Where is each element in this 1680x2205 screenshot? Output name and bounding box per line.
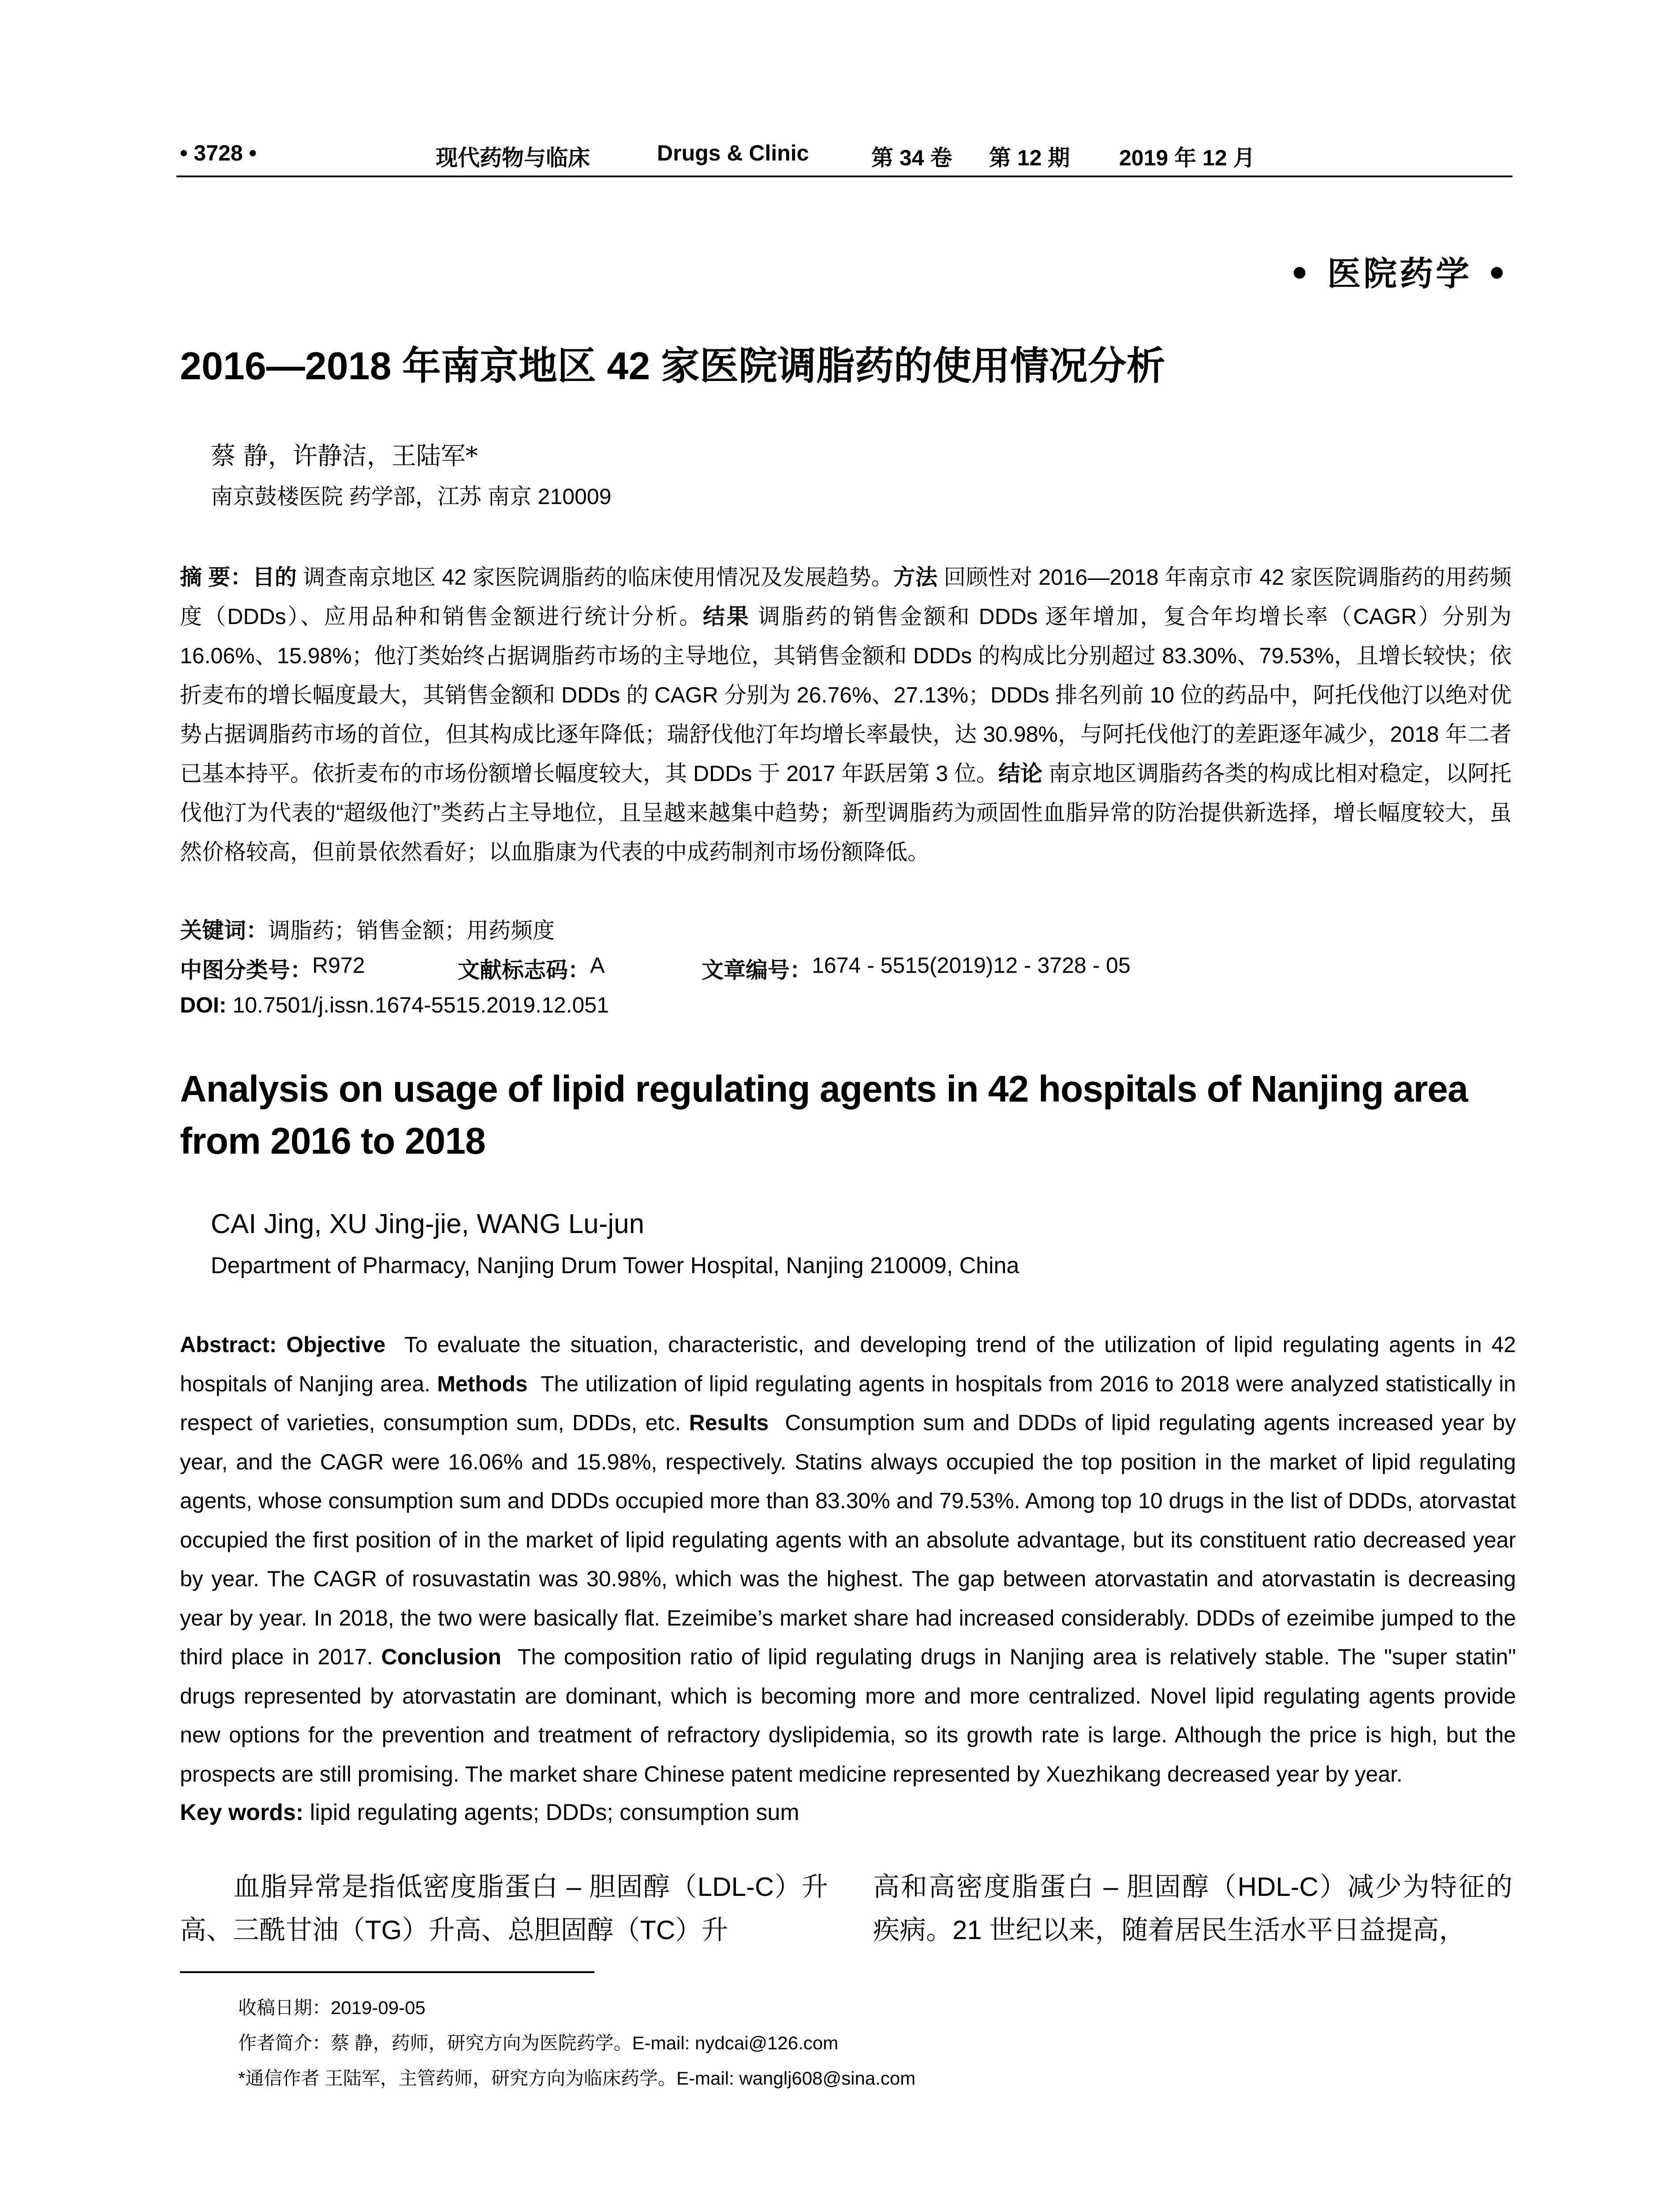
methods-label-en: Methods xyxy=(437,1371,528,1396)
keywords-label-cn: 关键词： xyxy=(180,918,268,943)
abstract-label-cn: 摘 要： xyxy=(180,565,253,590)
page-number: • 3728 • xyxy=(180,141,257,165)
title-en: Analysis on usage of lipid regulating agents in 42 hospitals of Nanjing area from 2016 to 2018 xyxy=(180,1068,1468,1162)
methods-text-en: The utilization of lipid regulating agents in hospitals from 2016 to 2018 were analyzed statistically in respect of varieties, consumption sum, DDDs, etc. xyxy=(180,1371,1516,1435)
objective-label-cn: 目的 xyxy=(252,565,297,590)
conclusion-label-en: Conclusion xyxy=(381,1644,501,1669)
affiliation-cn: 南京鼓楼医院 药学部，江苏 南京 210009 xyxy=(211,484,612,509)
journal-name-en: Drugs & Clinic xyxy=(657,141,809,165)
body-column-left xyxy=(180,1865,828,1952)
clc-label: 中图分类号： xyxy=(180,958,312,983)
keywords-text-en: lipid regulating agents; DDDs; consumption sum xyxy=(303,1800,799,1825)
issue: 第 12 期 xyxy=(989,146,1070,170)
doc-code-label: 文献标志码： xyxy=(458,958,590,983)
conclusion-text-cn: 南京地区调脂药各类的构成比相对稳定，以阿托伐他汀为代表的“超级他汀”类药占主导地位，且呈越来越集中趋势；新型调脂药为顽固性血脂异常的防治提供新选择，增长幅度较大，虽然价格较高，但前景依然看好；以血脂康为代表的中成药制剂市场份额降低。 xyxy=(180,761,1512,864)
keywords-label-en: Key words: xyxy=(180,1800,304,1825)
objective-text-cn: 调查南京地区 42 家医院调脂药的临床使用情况及发展趋势。 xyxy=(303,565,893,590)
methods-text-cn: 回顾性对 2016—2018 年南京市 42 家医院调脂药的用药频度（DDDs）、应用品种和销售金额进行统计分析。 xyxy=(180,565,1512,629)
authors-en: CAI Jing, XU Jing-jie, WANG Lu-jun xyxy=(211,1209,645,1239)
keywords-en xyxy=(180,1799,799,1826)
clc-value: R972 xyxy=(312,953,365,978)
results-label-cn: 结果 xyxy=(702,604,750,629)
journal-name-cn: 现代药物与临床 xyxy=(436,145,590,171)
article-no-value: 1674 - 5515(2019)12 - 3728 - 05 xyxy=(812,953,1131,978)
methods-label-cn: 方法 xyxy=(893,565,938,590)
objective-label-en: Objective xyxy=(286,1332,386,1357)
conclusion-text-en: The composition ratio of lipid regulating drugs in Nanjing area is relatively stable. The "super statin" drugs represented by atorvastatin are dominant, which is becoming more and more centralized. Novel lipid regulating agents provide new options for the prevention and treatment of refractory dyslipidemia, so its growth rate is large. Although the price is high, but the prospects are still promising. The market share Chinese patent medicine represented by Xuezhikang decreased year by year. xyxy=(180,1644,1516,1786)
body-text-left: 血脂异常是指低密度脂蛋白 – 胆固醇（LDL-C）升高、三酰甘油（TG）升高、总胆固醇（TC）升 xyxy=(180,1872,828,1945)
objective-text-en: To evaluate the situation, characteristic, and developing trend of the utilization of lipid regulating agents in 42 hospitals of Nanjing area. xyxy=(180,1332,1516,1396)
results-text-cn: 调脂药的销售金额和 DDDs 逐年增加，复合年均增长率（CAGR）分别为 16.06%、15.98%；他汀类始终占据调脂药市场的主导地位，其销售金额和 DDDs 的构成比分别超过 83.30%、79.53%，且增长较快；依折麦布的增长幅度最大，其销售金额和 DDDs 的 CAGR 分别为 26.76%、27.13%；DDDs 排名列前 10 位的药品中，阿托伐他汀以绝对优势占据调脂药市场的首位，但其构成比逐年降低；瑞舒伐他汀年均增长率最快，达 30.98%，与阿托伐他汀的差距逐年减少，2018 年二者已基本持平。依折麦布的市场份额增长幅度较大，其 DDDs 于 2017 年跃居第 3 位。 xyxy=(180,604,1512,786)
keywords-cn xyxy=(180,913,555,945)
footnote-corresponding: *通信作者 王陆军，主管药师，研究方向为临床药学。E-mail: wanglj608@sina.com xyxy=(238,2068,916,2089)
doi-value: 10.7501/j.issn.1674-5515.2019.12.051 xyxy=(226,993,609,1017)
body-column-right xyxy=(873,1865,1512,1952)
affiliation-en: Department of Pharmacy, Nanjing Drum Tower Hospital, Nanjing 210009, China xyxy=(211,1253,1019,1278)
doi-label: DOI: xyxy=(180,993,227,1017)
keywords-text-cn: 调脂药；销售金额；用药频度 xyxy=(268,918,555,943)
running-header xyxy=(180,140,1512,176)
abstract-label-en: Abstract: xyxy=(180,1332,277,1357)
footnote-received: 收稿日期：2019-09-05 xyxy=(238,1997,426,2018)
authors-cn: 蔡 静，许静洁，王陆军* xyxy=(211,442,478,471)
abstract-en xyxy=(180,1325,1516,1794)
doi-line xyxy=(180,992,609,1018)
footnote-rule xyxy=(180,1971,594,1973)
volume: 第 34 卷 xyxy=(871,146,952,170)
conclusion-label-cn: 结论 xyxy=(998,761,1042,786)
title-cn: 2016—2018 年南京地区 42 家医院调脂药的使用情况分析 xyxy=(180,344,1165,388)
results-text-en: Consumption sum and DDDs of lipid regulating agents increased year by year, and the CAGR were 16.06% and 15.98%, respectively. Statins always occupied the top position in the market of lipid regulating agents, whose consumption sum and DDDs occupied more than 83.30% and 79.53%. Among top 10 drugs in the list of DDDs, atorvastat occupied the first position of in the market of lipid regulating agents with an absolute advantage, but its constituent ratio decreased year by year. The CAGR of rosuvastatin was 30.98%, which was the highest. The gap between atorvastatin and atorvastatin is decreasing year by year. In 2018, the two were basically flat. Ezeimibe’s market share had increased considerably. DDDs of ezeimibe jumped to the third place in 2017. xyxy=(180,1410,1516,1669)
issue-date: 2019 年 12 月 xyxy=(1119,146,1255,170)
section-label: • 医院药学 • xyxy=(1288,254,1510,293)
header-rule xyxy=(176,176,1512,177)
results-label-en: Results xyxy=(689,1410,769,1435)
article-no-label: 文章编号： xyxy=(702,958,812,983)
footnote-author-info: 作者简介：蔡 静，药师，研究方向为医院药学。E-mail: nydcai@126.com xyxy=(238,2033,839,2053)
body-text-right: 高和高密度脂蛋白 – 胆固醇（HDL-C）减少为特征的疾病。21 世纪以来，随着居民生活水平日益提高， xyxy=(873,1872,1512,1945)
doc-code-value: A xyxy=(590,953,605,978)
abstract-cn xyxy=(180,558,1512,872)
